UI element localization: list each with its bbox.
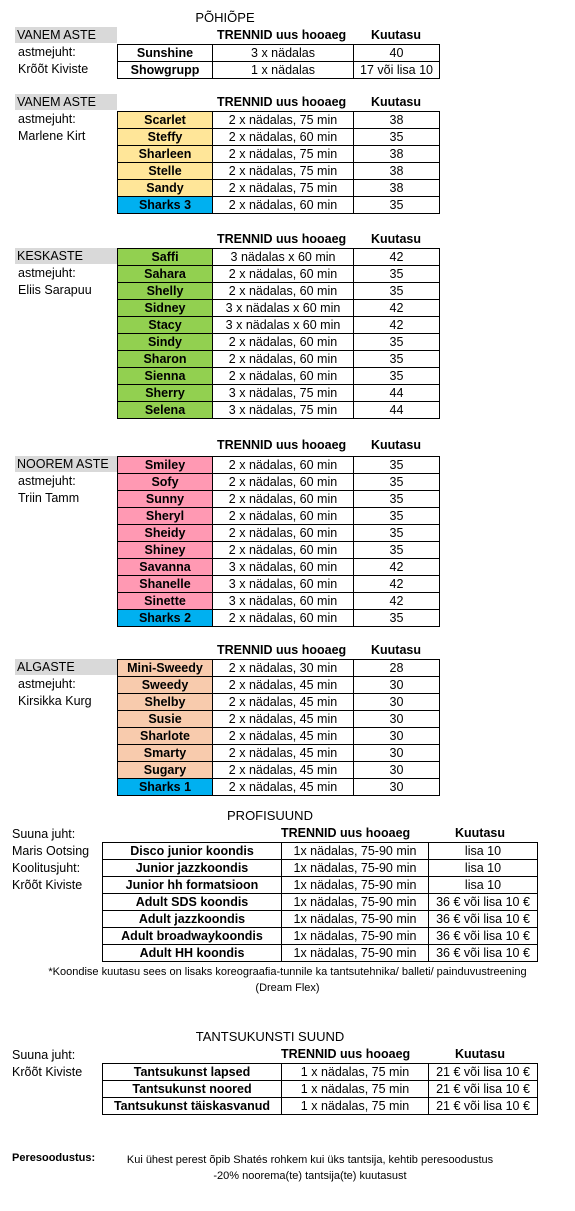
group-name: Shelly [118,283,213,300]
level-label: NOOREM ASTE [15,456,117,472]
group-schedule: 2 x nädalas, 60 min [213,508,354,525]
col-header-trennid: TRENNID uus hooaeg [217,643,347,657]
group-name: Sheidy [118,525,213,542]
group-fee: 35 [354,508,440,525]
table-row [118,694,440,711]
group-name: Shiney [118,542,213,559]
course-name: Adult SDS koondis [103,894,282,911]
group-name: Saffi [118,249,213,266]
group-fee: 30 [354,779,440,796]
group-schedule: 2 x nädalas, 45 min [213,779,354,796]
group-table [117,456,440,627]
group-fee: 35 [354,283,440,300]
group-fee: 35 [354,542,440,559]
table-row [118,677,440,694]
table-row [118,129,440,146]
table-row [118,300,440,317]
group-name: Sugary [118,762,213,779]
group-name: Sharleen [118,146,213,163]
course-schedule: 1x nädalas, 75-90 min [282,860,429,877]
table-row [118,576,440,593]
group-schedule: 3 x nädalas, 60 min [213,559,354,576]
table-row [118,457,440,474]
group-schedule: 3 x nädalas, 60 min [213,593,354,610]
course-name: Adult broadwaykoondis [103,928,282,945]
group-schedule: 2 x nädalas, 45 min [213,745,354,762]
group-name: Steffy [118,129,213,146]
course-name: Adult jazzkoondis [103,911,282,928]
table-row [103,1064,538,1081]
course-fee: lisa 10 [429,843,538,860]
group-name: Mini-Sweedy [118,660,213,677]
group-schedule: 2 x nädalas, 60 min [213,197,354,214]
group-schedule: 3 x nädalas, 75 min [213,402,354,419]
table-row [118,197,440,214]
level-role: astmejuht: [18,677,76,691]
group-schedule: 2 x nädalas, 60 min [213,610,354,627]
table-row [118,180,440,197]
group-schedule: 3 x nädalas x 60 min [213,300,354,317]
group-name: Sofy [118,474,213,491]
table-row [103,928,538,945]
group-fee: 35 [354,474,440,491]
profi-note-line2: (Dream Flex) [255,982,320,994]
course-schedule: 1x nädalas, 75-90 min [282,945,429,962]
group-fee: 35 [354,351,440,368]
profi-table [102,842,538,962]
group-schedule: 2 x nädalas, 60 min [213,368,354,385]
col-header-trennid: TRENNID uus hooaeg [281,1047,411,1061]
level-label: VANEM ASTE [15,27,117,43]
group-name: Smiley [118,457,213,474]
group-schedule: 3 x nädalas [213,45,354,62]
group-table [117,111,440,214]
course-name: Adult HH koondis [103,945,282,962]
table-row [118,728,440,745]
group-fee: 35 [354,525,440,542]
group-name: Shanelle [118,576,213,593]
course-schedule: 1x nädalas, 75-90 min [282,843,429,860]
col-header-kuutasu: Kuutasu [371,232,421,246]
group-fee: 35 [354,491,440,508]
group-fee: 30 [354,745,440,762]
col-header-trennid: TRENNID uus hooaeg [217,438,347,452]
group-schedule: 2 x nädalas, 75 min [213,163,354,180]
group-fee: 42 [354,249,440,266]
group-schedule: 2 x nädalas, 45 min [213,762,354,779]
group-schedule: 2 x nädalas, 60 min [213,491,354,508]
col-header-kuutasu: Kuutasu [371,438,421,452]
level-person: Triin Tamm [18,491,80,505]
level-person: Marlene Kirt [18,129,86,143]
table-row [118,62,440,79]
main-title: PÕHIÕPE [195,10,255,25]
table-row [118,163,440,180]
group-name: Sienna [118,368,213,385]
group-schedule: 3 x nädalas, 60 min [213,576,354,593]
col-header-kuutasu: Kuutasu [371,95,421,109]
course-schedule: 1 x nädalas, 75 min [282,1064,429,1081]
group-name: Sunshine [118,45,213,62]
course-fee: 21 € või lisa 10 € [429,1098,538,1115]
group-fee: 42 [354,593,440,610]
table-row [103,860,538,877]
group-name: Showgrupp [118,62,213,79]
course-name: Junior jazzkoondis [103,860,282,877]
group-name: Stacy [118,317,213,334]
profi-title: PROFISUUND [227,808,313,823]
group-fee: 35 [354,197,440,214]
peresoodustus-label: Peresoodustus: [12,1152,96,1164]
group-table [117,44,440,79]
table-row [103,1081,538,1098]
group-schedule: 1 x nädalas [213,62,354,79]
course-name: Tantsukunst noored [103,1081,282,1098]
course-fee: 36 € või lisa 10 € [429,894,538,911]
table-row [118,112,440,129]
group-fee: 38 [354,180,440,197]
group-fee: 35 [354,457,440,474]
col-header-trennid: TRENNID uus hooaeg [217,232,347,246]
level-label: KESKASTE [15,248,117,264]
col-header-trennid: TRENNID uus hooaeg [217,28,347,42]
level-role: astmejuht: [18,266,76,280]
table-row [118,779,440,796]
tantsukunst-table [102,1063,538,1115]
table-row [118,593,440,610]
course-fee: 21 € või lisa 10 € [429,1064,538,1081]
table-row [118,474,440,491]
group-name: Shelby [118,694,213,711]
group-schedule: 3 x nädalas x 60 min [213,317,354,334]
group-name: Sweedy [118,677,213,694]
group-schedule: 2 x nädalas, 60 min [213,457,354,474]
level-person: Krõõt Kiviste [18,62,89,76]
table-row [118,249,440,266]
col-header-trennid: TRENNID uus hooaeg [281,826,411,840]
group-name: Sherry [118,385,213,402]
group-schedule: 2 x nädalas, 30 min [213,660,354,677]
group-fee: 44 [354,385,440,402]
group-fee: 30 [354,711,440,728]
peresoodustus-line1: Kui ühest perest õpib Shatés rohkem kui üks tantsija, kehtib peresoodustus [126,1154,494,1166]
tantsukunst-side-0: Suuna juht: [12,1048,76,1062]
course-fee: 21 € või lisa 10 € [429,1081,538,1098]
group-fee: 42 [354,300,440,317]
table-row [103,911,538,928]
course-name: Tantsukunst täiskasvanud [103,1098,282,1115]
level-person: Eliis Sarapuu [18,283,92,297]
profi-side-0: Suuna juht: [12,827,76,841]
group-name: Sharks 2 [118,610,213,627]
group-fee: 42 [354,559,440,576]
profi-note [0,964,575,996]
group-schedule: 2 x nädalas, 60 min [213,351,354,368]
course-schedule: 1 x nädalas, 75 min [282,1081,429,1098]
group-schedule: 2 x nädalas, 75 min [213,180,354,197]
group-fee: 44 [354,402,440,419]
group-name: Savanna [118,559,213,576]
level-role: astmejuht: [18,112,76,126]
group-name: Sunny [118,491,213,508]
table-row [118,146,440,163]
profi-side-1: Maris Ootsing [12,844,90,858]
course-fee: 36 € või lisa 10 € [429,945,538,962]
col-header-kuutasu: Kuutasu [371,643,421,657]
table-row [118,368,440,385]
table-row [103,1098,538,1115]
group-table [117,659,440,796]
col-header-kuutasu: Kuutasu [455,1047,505,1061]
group-fee: 28 [354,660,440,677]
table-row [103,877,538,894]
level-role: astmejuht: [18,474,76,488]
tantsukunst-title: TANTSUKUNSTI SUUND [195,1029,345,1044]
group-fee: 38 [354,163,440,180]
profi-side-2: Koolitusjuht: [12,861,81,875]
tantsukunst-side-1: Krõõt Kiviste [12,1065,83,1079]
course-schedule: 1x nädalas, 75-90 min [282,877,429,894]
group-fee: 30 [354,762,440,779]
group-schedule: 2 x nädalas, 60 min [213,129,354,146]
table-row [118,385,440,402]
group-fee: 40 [354,45,440,62]
group-schedule: 2 x nädalas, 60 min [213,266,354,283]
group-name: Sharks 1 [118,779,213,796]
group-schedule: 2 x nädalas, 45 min [213,694,354,711]
group-name: Sandy [118,180,213,197]
group-schedule: 2 x nädalas, 75 min [213,112,354,129]
group-name: Sharks 3 [118,197,213,214]
table-row [103,843,538,860]
group-name: Smarty [118,745,213,762]
group-fee: 17 või lisa 10 [354,62,440,79]
profi-side-3: Krõõt Kiviste [12,878,83,892]
group-fee: 35 [354,266,440,283]
table-row [118,525,440,542]
peresoodustus-line2: -20% noorema(te) tantsija(te) kuutasust [213,1170,407,1182]
group-fee: 35 [354,610,440,627]
course-schedule: 1x nädalas, 75-90 min [282,894,429,911]
table-row [103,894,538,911]
table-row [118,711,440,728]
course-schedule: 1x nädalas, 75-90 min [282,911,429,928]
group-fee: 35 [354,368,440,385]
group-fee: 35 [354,334,440,351]
table-row [118,745,440,762]
table-row [118,559,440,576]
table-row [118,283,440,300]
table-row [118,317,440,334]
course-schedule: 1x nädalas, 75-90 min [282,928,429,945]
table-row [118,45,440,62]
level-label: VANEM ASTE [15,94,117,110]
table-row [118,402,440,419]
group-name: Scarlet [118,112,213,129]
peresoodustus-text [110,1152,510,1184]
table-row [118,266,440,283]
course-name: Junior hh formatsioon [103,877,282,894]
table-row [118,491,440,508]
group-schedule: 2 x nädalas, 60 min [213,542,354,559]
group-fee: 42 [354,317,440,334]
group-schedule: 2 x nädalas, 60 min [213,283,354,300]
course-fee: lisa 10 [429,860,538,877]
level-person: Kirsikka Kurg [18,694,92,708]
group-fee: 42 [354,576,440,593]
col-header-trennid: TRENNID uus hooaeg [217,95,347,109]
group-name: Sheryl [118,508,213,525]
table-row [118,334,440,351]
group-schedule: 2 x nädalas, 45 min [213,728,354,745]
table-row [118,508,440,525]
group-table [117,248,440,419]
col-header-kuutasu: Kuutasu [371,28,421,42]
group-name: Susie [118,711,213,728]
group-fee: 35 [354,129,440,146]
group-fee: 30 [354,677,440,694]
group-name: Sharlote [118,728,213,745]
course-schedule: 1 x nädalas, 75 min [282,1098,429,1115]
group-name: Sahara [118,266,213,283]
course-name: Disco junior koondis [103,843,282,860]
group-schedule: 2 x nädalas, 45 min [213,677,354,694]
group-schedule: 2 x nädalas, 45 min [213,711,354,728]
group-name: Sindy [118,334,213,351]
group-name: Sharon [118,351,213,368]
level-label: ALGASTE [15,659,117,675]
group-name: Stelle [118,163,213,180]
group-fee: 30 [354,694,440,711]
group-schedule: 3 x nädalas, 75 min [213,385,354,402]
course-fee: 36 € või lisa 10 € [429,928,538,945]
group-fee: 38 [354,146,440,163]
profi-note-line1: *Koondise kuutasu sees on lisaks koreograafia-tunnile ka tantsutehnika/ balleti/ painduvustreening [48,966,527,978]
table-row [118,610,440,627]
table-row [118,762,440,779]
group-schedule: 2 x nädalas, 60 min [213,334,354,351]
table-row [118,542,440,559]
course-name: Tantsukunst lapsed [103,1064,282,1081]
group-name: Sinette [118,593,213,610]
course-fee: 36 € või lisa 10 € [429,911,538,928]
group-name: Sidney [118,300,213,317]
group-schedule: 2 x nädalas, 60 min [213,474,354,491]
table-row [103,945,538,962]
group-fee: 38 [354,112,440,129]
table-row [118,351,440,368]
group-schedule: 2 x nädalas, 60 min [213,525,354,542]
level-role: astmejuht: [18,45,76,59]
course-fee: lisa 10 [429,877,538,894]
group-schedule: 3 nädalas x 60 min [213,249,354,266]
group-name: Selena [118,402,213,419]
group-schedule: 2 x nädalas, 75 min [213,146,354,163]
col-header-kuutasu: Kuutasu [455,826,505,840]
group-fee: 30 [354,728,440,745]
table-row [118,660,440,677]
